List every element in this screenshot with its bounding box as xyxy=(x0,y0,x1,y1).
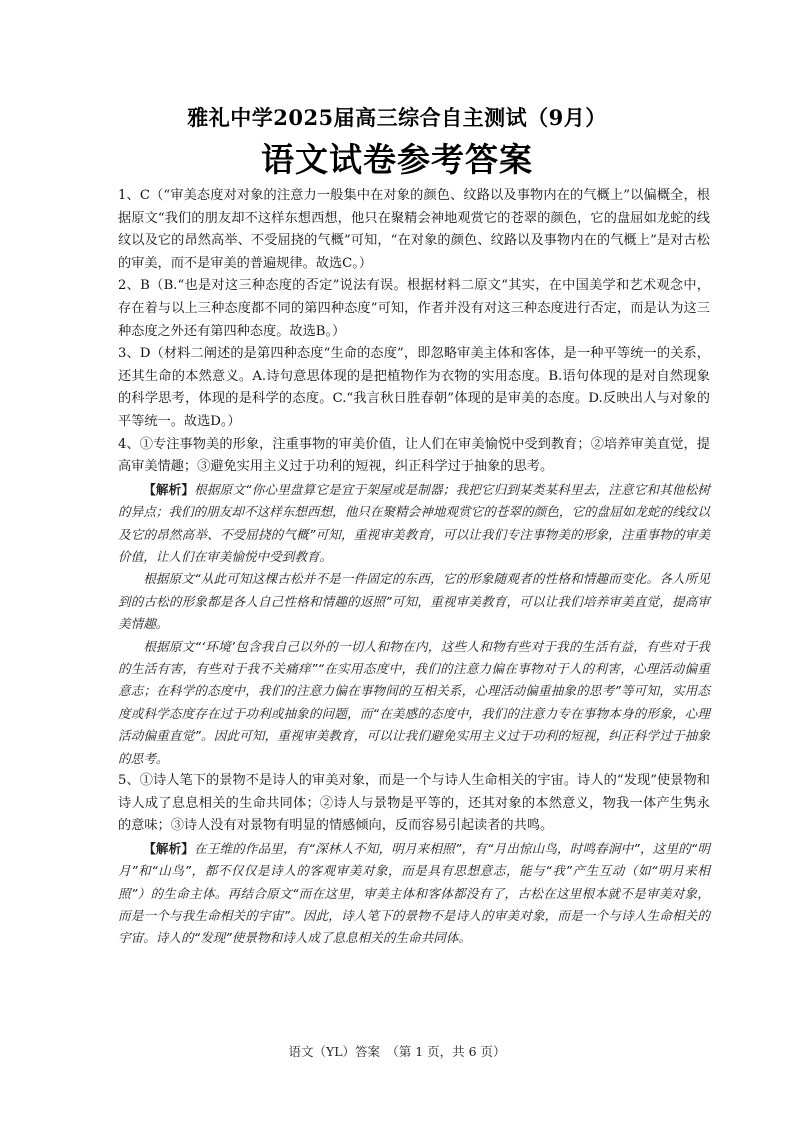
analysis-text: 在王维的作品里，有“深林人不知，明月来相照”，有“月出惊山鸟，时鸣春涧中”，这里的“明月”和“山鸟”，都不仅仅是诗人的客观审美对象，而是具有思想意志，能与“我”产生互动（如“明月来相照”）的生命主体。再结合原文“而在这里，审美主体和客体都没有了，古松在这里根本就不是审美对象，而是一个与我生命相关的宇宙”。因此，诗人笔下的景物不是诗人的审美对象，而是一个与诗人生命相关的宇宙。诗人的“发现”使景物和诗人成了息息相关的生命共同体。 xyxy=(118,840,711,946)
answer-5-analysis-1 xyxy=(118,838,710,950)
analysis-tag: 【解析】 xyxy=(143,481,195,497)
answer-key-title: 语文试卷参考答案 xyxy=(261,140,533,179)
exam-title: 雅礼中学2025届高三综合自主测试（9月） xyxy=(187,105,607,130)
page-footer: 语文（YL）答案 （第 1 页，共 6 页） xyxy=(288,1044,506,1059)
answer-3: 3、D（材料二阐述的是第四种态度“生命的态度”，即忽略审美主体和客体，是一种平等统一的关系，还其生命的本然意义。A.诗句意思体现的是把植物作为衣物的实用态度。B.语句体现的是对自然现象的科学思考，体现的是科学的态度。C.“我言秋日胜春朝”体现的是审美的态度。D.反映出人与对象的平等统一。故选D。） xyxy=(118,346,710,429)
analysis-tag: 【解析】 xyxy=(143,840,195,856)
answer-4-analysis-1 xyxy=(118,479,710,569)
answer-5: 5、①诗人笔下的景物不是诗人的审美对象，而是一个与诗人生命相关的宇宙。诗人的“发现”使景物和诗人成了息息相关的生命共同体；②诗人与景物是平等的，还其对象的本然意义，物我一体产生隽永的意味；③诗人没有对景物有明显的情感倾向，反而容易引起读者的共鸣。 xyxy=(118,773,710,834)
answer-body xyxy=(118,185,710,950)
answer-4-analysis-2: 根据原文“从此可知这棵古松并不是一件固定的东西，它的形象随观者的性格和情趣而变化。各人所见到的古松的形象都是各人自己性格和情趣的返照”可知，重视审美教育，可以让我们培养审美直觉，提高审美情趣。 xyxy=(118,571,710,632)
answer-1: 1、C（“审美态度对对象的注意力一般集中在对象的颜色、纹路以及事物内在的气概上”以偏概全，根据原文“我们的朋友却不这样东想西想，他只在聚精会神地观赏它的苍翠的颜色，它的盘屈如龙蛇的线纹以及它的昂然高举、不受屈挠的气概”可知，“在对象的颜色、纹路以及事物内在的气概上”是对古松的审美，而不是审美的普遍规律。故选C。） xyxy=(118,188,710,271)
analysis-text: 根据原文“你心里盘算它是宜于架屋或是制器；我把它归到某类某科里去，注意它和其他松树的异点；我们的朋友却不这样东想西想，他只在聚精会神地观赏它的苍翠的颜色，它的盘屈如龙蛇的线纹以及它的昂然高举、不受屈挠的气概”可知，重视审美教育，可以让我们专注事物美的形象，注重事物的审美价值，让人们在审美愉悦中受到教育。 xyxy=(118,481,710,564)
answer-2: 2、B（B.“也是对这三种态度的否定”说法有误。根据材料二原文“其实，在中国美学和艺术观念中，存在着与以上三种态度都不同的第四种态度”可知，作者并没有对这三种态度进行否定，而是认为这三种态度之外还有第四种态度。故选B。） xyxy=(118,278,710,339)
answer-4-analysis-3: 根据原文“‘环境’包含我自己以外的一切人和物在内，这些人和物有些对于我的生活有益，有些对于我的生活有害，有些对于我不关痛痒”“在实用态度中，我们的注意力偏在事物对于人的利害，心理活动偏重意志；在科学的态度中，我们的注意力偏在事物间的互相关系，心理活动偏重抽象的思考”等可知，实用态度或科学态度存在过于功利或抽象的问题，而“在美感的态度中，我们的注意力专在事物本身的形象，心理活动偏重直觉”。因此可知，重视审美教育，可以让我们避免实用主义过于功利的短视，纠正科学过于抽象的思考。 xyxy=(118,638,710,766)
answer-4: 4、①专注事物美的形象，注重事物的审美价值，让人们在审美愉悦中受到教育；②培养审美直觉，提高审美情趣；③避免实用主义过于功利的短视，纠正科学过于抽象的思考。 xyxy=(118,436,710,475)
